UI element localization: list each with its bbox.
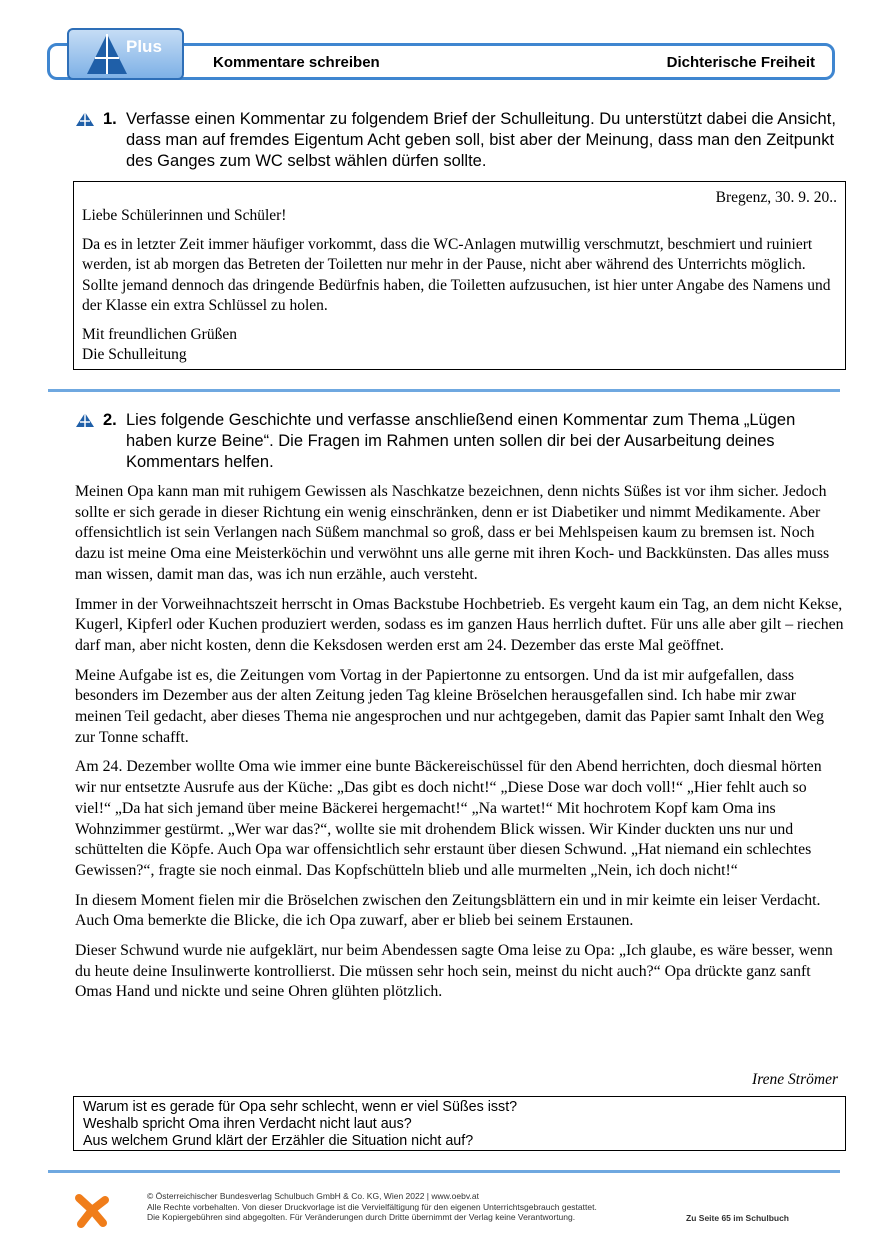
task-number: 1. (103, 110, 117, 128)
story-paragraph: In diesem Moment fielen mir die Bröselchen zwischen den Zeitungsblättern ein und in mir keimte ein leiser Verdacht. Auch Oma bemerkte die Blicke, die ich Opa zuwarf, aber er blieb bei seinem Erstaunen. (75, 891, 821, 930)
task-1 (75, 109, 845, 172)
divider (48, 1170, 840, 1173)
story-paragraph: Meinen Opa kann man mit ruhigem Gewissen als Naschkatze bezeichnen, denn nichts Süßes ist vor ihm sicher. Jedoch sollte er sich gerade in dieser Richtung ein wenig einschränken, denn er ist Diabetiker und nimmt Medikamente. Aber offensichtlich ist sein Verlangen nach Süßem manchmal so groß, dass er bei Mehlspeisen kaum zu bremsen ist. Noch dazu ist meine Oma eine Meisterköchin und verwöhnt uns alle gerne mit ihren Koch- und Backkünsten. Das alles muss man wissen, damit man das, was ich nun erzähle, auch versteht. (75, 483, 830, 583)
footer-copyright (147, 1191, 597, 1223)
letter-closing: Mit freundlichen Grüßen (82, 325, 237, 343)
difficulty-triangle-icon (75, 412, 95, 428)
questions-box (73, 1096, 846, 1151)
difficulty-triangle-icon (75, 111, 95, 127)
letter-body: Da es in letzter Zeit immer häufiger vorkommt, dass die WC-Anlagen mutwillig verschmutzt, beschmiert und ruiniert werden, ist ab morgen das Betreten der Toiletten nur mehr in der Pause, nicht aber während des Unterrichts möglich. Sollte jemand dennoch das dringende Bedürfnis haben, die Toiletten aufzusuchen, ist hier unter Angabe des Namens und der Klasse ein extra Schlüssel zu holen. (82, 235, 831, 314)
question: Weshalb spricht Oma ihren Verdacht nicht laut aus? (83, 1116, 412, 1132)
question: Warum ist es gerade für Opa sehr schlecht, wenn er viel Süßes isst? (83, 1099, 518, 1115)
footer-line: Alle Rechte vorbehalten. Von dieser Druckvorlage ist die Vervielfältigung für den eigenen Unterrichtsgebrauch gestattet. (147, 1201, 597, 1212)
task-text: Verfasse einen Kommentar zu folgendem Brief der Schulleitung. Du unterstützt dabei die Ansicht, dass man auf fremdes Eigentum Acht geben soll, bist aber der Meinung, dass man den Zeitpunkt des Ganges zum WC selbst wählen dürfen sollte. (126, 110, 836, 170)
story-author: Irene Strömer (752, 1071, 838, 1088)
story (75, 482, 845, 1012)
divider (48, 389, 840, 392)
logo-label: Plus (126, 37, 162, 56)
task-2 (75, 410, 845, 473)
footer-page-ref: Zu Seite 65 im Schulbuch (686, 1213, 789, 1223)
letter-greeting: Liebe Schülerinnen und Schüler! (82, 207, 287, 224)
publisher-logo-icon (73, 1192, 111, 1228)
footer-line: © Österreichischer Bundesverlag Schulbuch GmbH & Co. KG, Wien 2022 | www.oebv.at (147, 1191, 479, 1201)
header-right-title: Dichterische Freiheit (666, 54, 815, 71)
story-paragraph: Meine Aufgabe ist es, die Zeitungen vom Vortag in der Papiertonne zu entsorgen. Und da ist mir aufgefallen, dass besonders im Dezember aus der alten Zeitung jeden Tag kleine Bröselchen herausgefallen sind. Ich habe mir zwar meinen Teil gedacht, aber dieses Thema nie angesprochen und nur achtgegeben, damit das Papier samt Inhalt den Weg zur Tonne schafft. (75, 666, 825, 746)
letter-box (73, 181, 846, 370)
letter-signature: Die Schulleitung (82, 346, 187, 363)
question: Aus welchem Grund klärt der Erzähler die Situation nicht auf? (83, 1133, 474, 1149)
story-paragraph: Dieser Schwund wurde nie aufgeklärt, nur beim Abendessen sagte Oma leise zu Opa: „Ich glaube, es wäre besser, wenn du heute deine Insulinwerte kontrollierst. Die müssen sehr hoch sein, meinst du nicht auch?“ Opa drückte ganz sanft Omas Hand und nickte und seine Ohren glühten plötzlich. (75, 942, 833, 1001)
header-left-title: Kommentare schreiben (213, 54, 380, 71)
task-number: 2. (103, 411, 117, 429)
footer-line: Die Kopiergebühren sind abgegolten. Für Veränderungen durch Dritte übernimmt der Verlag keine Verantwortung. (147, 1212, 576, 1222)
letter-date: Bregenz, 30. 9. 20.. (715, 189, 837, 206)
story-paragraph: Am 24. Dezember wollte Oma wie immer eine bunte Bäckereischüssel für den Abend herrichten, doch diesmal hörten wir nur entsetzte Ausrufe aus der Küche: „Das gibt es doch nicht!“ „Diese Dose war doch voll!“ „Hier fehlt auch so viel!“ „Da hat sich jemand über meine Bäckerei hergemacht!“ „Na wartet!“ Mit hochrotem Kopf kam Oma ins Wohnzimmer gestürmt. „Wer war das?“, wollte sie mit drohendem Blick wissen. Wir Kinder duckten uns nur und schüttelten die Köpfe. Auch Opa war offensichtlich sehr erstaunt über diesen Schwund. „Hat niemand ein schlechtes Gewissen?“, fragte sie noch einmal. Das Kopfschütteln blieb und alle murmelten „Nein, ich doch nicht!“ (75, 758, 822, 879)
story-paragraph: Immer in der Vorweihnachtszeit herrscht in Omas Backstube Hochbetrieb. Es vergeht kaum ein Tag, an dem nicht Kekse, Kugerl, Kipferl oder Kuchen produziert werden, sodass es im ganzen Haus herrlich duftet. Für uns alle aber gilt – riechen darf man, aber nicht kosten, denn die Keksdosen werden erst am 24. Dezember das erste Mal geöffnet. (75, 595, 844, 654)
task-text: Lies folgende Geschichte und verfasse anschließend einen Kommentar zum Thema „Lügen haben kurze Beine“. Die Fragen im Rahmen unten sollen dir bei der Ausarbeitung deines Kommentars helfen. (126, 411, 796, 471)
